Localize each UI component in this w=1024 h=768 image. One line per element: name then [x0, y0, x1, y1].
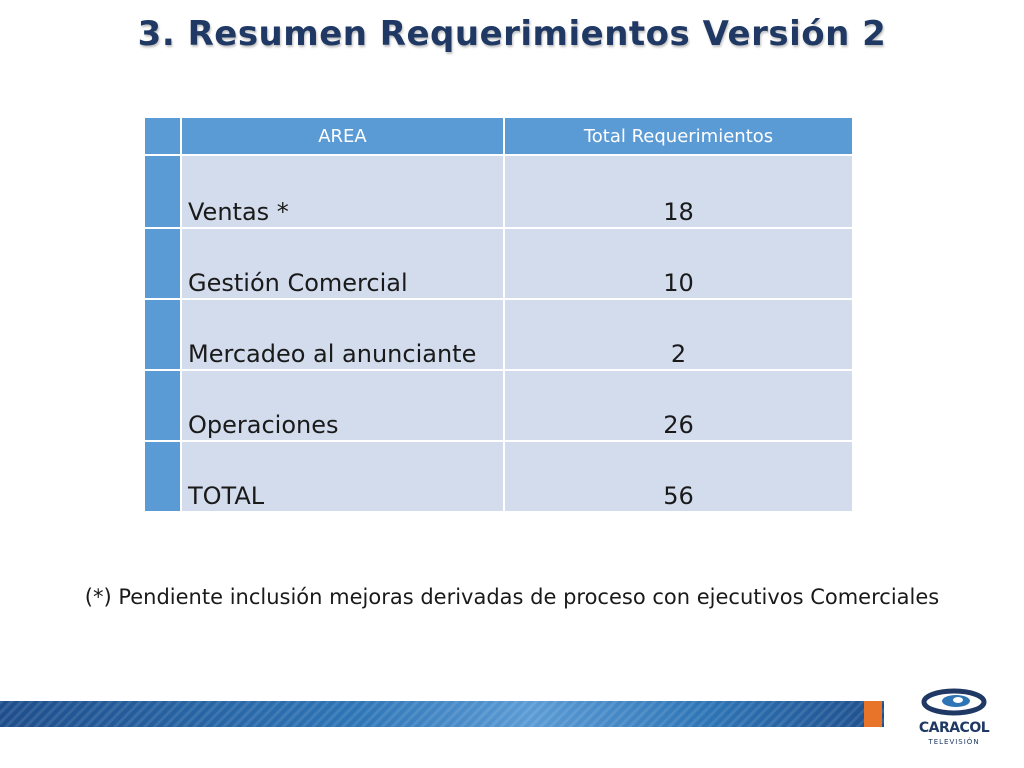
table-row — [145, 229, 854, 300]
table-row — [145, 300, 854, 371]
area-cell: Mercadeo al anunciante — [182, 300, 505, 371]
row-marker — [145, 229, 182, 300]
total-cell: 10 — [505, 229, 854, 300]
area-cell: TOTAL — [182, 442, 505, 513]
total-cell: 26 — [505, 371, 854, 442]
table-row-total — [145, 442, 854, 513]
row-marker — [145, 156, 182, 229]
row-marker — [145, 371, 182, 442]
row-marker — [145, 300, 182, 371]
page-title: 3. Resumen Requerimientos Versión 2 — [137, 14, 887, 54]
area-cell: Ventas * — [182, 156, 505, 229]
table-header-row — [145, 118, 854, 156]
table-row — [145, 371, 854, 442]
total-cell: 2 — [505, 300, 854, 371]
total-cell: 18 — [505, 156, 854, 229]
requirements-table — [145, 118, 854, 513]
row-marker — [145, 442, 182, 513]
area-cell: Gestión Comercial — [182, 229, 505, 300]
row-marker-header — [145, 118, 182, 156]
footer-band — [0, 701, 884, 727]
footnote: (*) Pendiente inclusión mejoras derivadas de proceso con ejecutivos Comerciales — [84, 585, 940, 609]
logo-subtitle: TELEVISIÓN — [928, 738, 980, 746]
logo-wordmark: CARACOL — [918, 720, 990, 736]
area-cell: Operaciones — [182, 371, 505, 442]
total-cell: 56 — [505, 442, 854, 513]
footer-accent-bar — [864, 701, 882, 727]
table-row — [145, 156, 854, 229]
column-header-total: Total Requerimientos — [505, 118, 854, 156]
footer-stripes — [0, 701, 884, 727]
column-header-area: AREA — [182, 118, 505, 156]
